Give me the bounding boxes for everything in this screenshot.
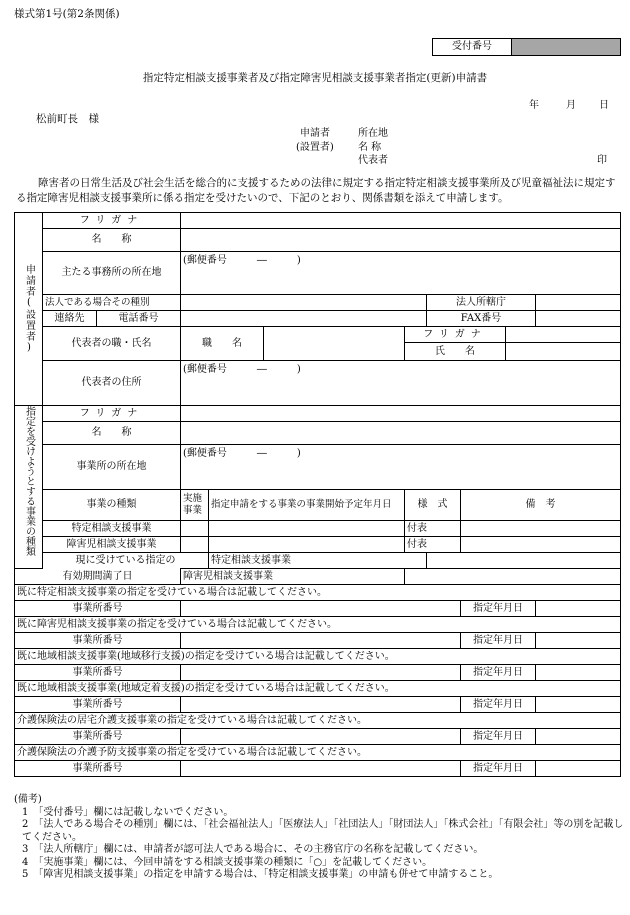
rep-furigana-field[interactable] [506, 327, 621, 343]
start-date-field[interactable] [209, 537, 405, 553]
office-number-field[interactable] [181, 761, 461, 777]
applicant-furigana-label: フリガナ [43, 213, 181, 229]
rep-title-name-label: 代表者の職・氏名 [43, 327, 181, 361]
office-number-field[interactable] [181, 697, 461, 713]
date-day: 日 [599, 100, 609, 111]
applicant-furigana-field[interactable] [181, 213, 621, 229]
note-item: 2 「法人である場合その種別」欄には、「社会福祉法人」「医療法人」「社団法人」「財団法人」「株式会社」「有限会社」等の別を記載してください。 [22, 819, 624, 843]
main-office-postal: (郵便番号 ― ) [183, 255, 301, 266]
receipt-number-box [432, 38, 621, 56]
implement-field[interactable] [181, 521, 209, 537]
designated-date-field[interactable] [536, 633, 621, 649]
rep-address-postal: (郵便番号 ― ) [183, 364, 301, 375]
business-row-name: 特定相談支援事業 [43, 521, 181, 537]
office-address-field[interactable] [181, 445, 621, 490]
intro-paragraph: 障害者の日常生活及び社会生活を総合的に支援するための法律に規定する指定特定相談支援事業所及び児童福祉法に規定する指定障害児相談支援事業所に係る指定を受けたいので、下記のとおり、関係書類を添えて申請します。 [16, 177, 616, 204]
receipt-number-field[interactable] [512, 39, 620, 55]
seal-mark: 印 [597, 155, 607, 166]
application-table [14, 212, 621, 777]
existing-heading: 既に特定相談支援事業の指定を受けている場合は記載してください。 [15, 585, 621, 601]
existing-heading: 既に障害児相談支援事業の指定を受けている場合は記載してください。 [15, 617, 621, 633]
designated-date-label: 指定年月日 [461, 761, 536, 777]
current-designation-label: 現に受けている指定の [43, 553, 209, 569]
title-label: 職 名 [181, 327, 264, 361]
applicant-label: 申請者 [300, 128, 330, 139]
date-month: 月 [566, 100, 576, 111]
existing-heading: 既に地域相談支援事業(地域定着支援)の指定を受けている場合は記載してください。 [15, 681, 621, 697]
office-number-label: 事業所番号 [15, 601, 181, 617]
format-value: 付表 [405, 521, 461, 537]
start-date-field[interactable] [209, 521, 405, 537]
corp-authority-label: 法人所轄庁 [427, 295, 536, 311]
office-number-label: 事業所番号 [15, 697, 181, 713]
implement-field[interactable] [181, 537, 209, 553]
founder-label: (設置者) [296, 142, 334, 153]
addressee: 松前町長 様 [36, 113, 99, 125]
remarks-field[interactable] [461, 521, 621, 537]
implement-header: 実施事業 [181, 490, 209, 521]
phone-label: 電話番号 [97, 311, 181, 327]
remarks-field[interactable] [461, 537, 621, 553]
office-number-label: 事業所番号 [15, 761, 181, 777]
form-number: 様式第1号(第2条関係) [14, 8, 120, 20]
format-value: 付表 [405, 537, 461, 553]
designated-date-field[interactable] [536, 665, 621, 681]
rep-furigana-label: フリガナ [405, 327, 506, 343]
designated-date-label: 指定年月日 [461, 665, 536, 681]
contact-label: 連絡先 [43, 311, 97, 327]
office-number-field[interactable] [181, 633, 461, 649]
address-label: 所在地 [358, 128, 388, 139]
note-item: 1 「受付番号」欄には記載しないでください。 [22, 806, 234, 818]
note-item: 5 「障害児相談支援事業」の指定を申請する場合は、「特定相談支援事業」の申請も併せて申請すること。 [22, 869, 499, 880]
rep-address-field[interactable] [181, 361, 621, 406]
designated-date-label: 指定年月日 [461, 601, 536, 617]
applicant-name-label: 名 称 [43, 229, 181, 252]
office-number-field[interactable] [181, 729, 461, 745]
designated-date-label: 指定年月日 [461, 633, 536, 649]
current-expiry-field[interactable] [427, 553, 621, 569]
designated-date-label: 指定年月日 [461, 697, 536, 713]
business-furigana-field[interactable] [181, 406, 621, 422]
applicant-name-field[interactable] [181, 229, 621, 252]
rep-name-label: 氏 名 [405, 343, 506, 361]
notes-section [14, 794, 624, 882]
main-office-label: 主たる事務所の所在地 [43, 252, 181, 295]
note-item: 3 「法人所轄庁」欄には、申請者が認可法人である場合に、その主務官庁の名称を記載してください。 [22, 844, 484, 855]
office-number-label: 事業所番号 [15, 633, 181, 649]
office-number-label: 事業所番号 [15, 729, 181, 745]
remarks-header: 備 考 [461, 490, 621, 521]
receipt-number-label: 受付番号 [433, 39, 512, 55]
current-expiry-label: 有効期間満了日 [15, 569, 181, 585]
office-address-label: 事業所の所在地 [43, 445, 181, 490]
document-title: 指定特定相談支援事業者及び指定障害児相談支援事業者指定(更新)申請書 [142, 72, 488, 84]
designated-date-field[interactable] [536, 761, 621, 777]
notes-heading: (備考) [14, 794, 42, 805]
start-date-header: 指定申請をする事業の事業開始予定年月日 [209, 490, 405, 521]
phone-field[interactable] [181, 311, 427, 327]
business-furigana-label: フリガナ [43, 406, 181, 422]
title-field[interactable] [264, 327, 405, 361]
rep-address-label: 代表者の住所 [43, 361, 181, 406]
current-item: 障害児相談支援事業 [181, 569, 405, 585]
representative-label: 代表者 [358, 155, 388, 166]
office-number-label: 事業所番号 [15, 665, 181, 681]
fax-field[interactable] [536, 311, 621, 327]
existing-heading: 介護保険法の居宅介護支援事業の指定を受けている場合は記載してください。 [15, 713, 621, 729]
existing-heading: 既に地域相談支援事業(地域移行支援)の指定を受けている場合は記載してください。 [15, 649, 621, 665]
current-expiry-field[interactable] [405, 569, 621, 585]
office-number-field[interactable] [181, 601, 461, 617]
name-label: 名 称 [358, 142, 382, 153]
corp-type-field[interactable] [181, 295, 427, 311]
corp-authority-field[interactable] [536, 295, 621, 311]
format-header: 様 式 [405, 490, 461, 521]
office-address-postal: (郵便番号 ― ) [183, 448, 301, 459]
main-office-field[interactable] [181, 252, 621, 295]
date-year: 年 [529, 100, 539, 111]
business-name-label: 名 称 [43, 422, 181, 445]
corp-type-label: 法人である場合その種別 [43, 295, 181, 311]
note-item: 4 「実施事業」欄には、今回申請をする相談支援事業の種類に「○」を記載してください。 [22, 856, 433, 868]
current-item: 特定相談支援事業 [209, 553, 427, 569]
applicant-side-label: 申請者(設置者) [15, 213, 43, 406]
designated-date-field[interactable] [536, 601, 621, 617]
designated-date-label: 指定年月日 [461, 729, 536, 745]
designated-date-field[interactable] [536, 729, 621, 745]
fax-label: FAX番号 [427, 311, 536, 327]
office-number-field[interactable] [181, 665, 461, 681]
business-kind-header: 事業の種類 [43, 490, 181, 521]
business-name-field[interactable] [181, 422, 621, 445]
business-row-name: 障害児相談支援事業 [43, 537, 181, 553]
business-side-label: 指定を受けようとする事業の種類 [15, 406, 43, 569]
designated-date-field[interactable] [536, 697, 621, 713]
rep-name-field[interactable] [506, 343, 621, 361]
existing-heading: 介護保険法の介護予防支援事業の指定を受けている場合は記載してください。 [15, 745, 621, 761]
